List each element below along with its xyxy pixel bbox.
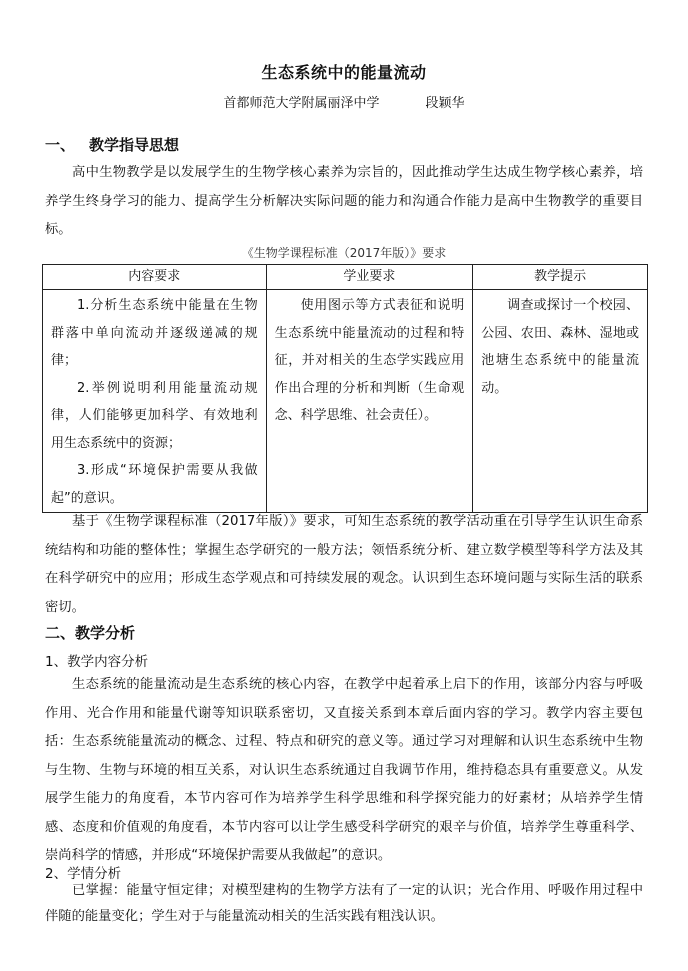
subsection2-paragraph: 已掌握：能量守恒定律；对模型建构的生物学方法有了一定的认识；光合作用、呼吸作用过程中伴随的能量变化；学生对于与能量流动相关的生活实践有粗浅认识。	[45, 883, 643, 924]
section1-title: 教学指导思想	[89, 136, 180, 154]
subsection2-heading: 2、学情分析	[45, 866, 122, 882]
author-school: 首都师范大学附属丽泽中学	[223, 96, 380, 111]
after-table-paragraph	[45, 508, 643, 622]
table-header-tip: 教学提示	[473, 265, 648, 290]
subsection1-heading: 1、教学内容分析	[45, 654, 149, 670]
table-header-row	[43, 265, 648, 290]
table-header-content: 内容要求	[43, 265, 267, 290]
document-title: 生态系统中的能量流动	[261, 63, 427, 82]
table-header-academic: 学业要求	[266, 265, 473, 290]
teaching-tip-cell	[473, 290, 648, 513]
section1-heading	[45, 134, 179, 155]
teaching-tip-text: 调查或探讨一个校园、公园、农田、森林、湿地或池塘生态系统中的能量流动。	[481, 298, 639, 396]
content-item: 1.分析生态系统中能量在生物群落中单向流动并逐级递减的规律；	[51, 298, 258, 368]
table-row	[43, 290, 648, 513]
content-item: 3.形成“环境保护需要从我做起”的意识。	[51, 463, 258, 506]
content-item: 2.举例说明利用能量流动规律，人们能够更加科学、有效地利用生态系统中的资源；	[51, 380, 258, 451]
academic-requirements-cell	[266, 290, 473, 513]
content-requirements-cell	[43, 290, 267, 513]
after-table-lead: 基于《生物学课程标准（2017年版）》要求，	[72, 514, 345, 529]
section2-heading: 二、教学分析	[45, 624, 136, 642]
academic-requirement-text: 使用图示等方式表征和说明生态系统中能量流动的过程和特征，并对相关的生态学实践应用作出合理的分析和判断（生命观念、科学思维、社会责任）。	[274, 298, 465, 423]
author-name: 段颖华	[425, 96, 465, 111]
table-caption: 《生物学课程标准（2017年版）》要求	[241, 246, 447, 260]
subsection1-paragraph: 生态系统的能量流动是生态系统的核心内容，在教学中起着承上启下的作用，该部分内容与呼吸作用、光合作用和能量代谢等知识联系密切，又直接关系到本章后面内容的学习。教学内容主要包括：生态系统能量流动的概念、过程、特点和研究的意义等。通过学习对理解和认识生态系统中生物与生物、生物与环境的相互关系，对认识生态系统通过自我调节作用，维持稳态具有重要意义。从发展学生能力的角度看，本节内容可作为培养学生科学思维和科学探究能力的好素材；从培养学生情感、态度和价值观的角度看，本节内容可以让学生感受科学研究的艰辛与价值，培养学生尊重科学、崇尚科学的情感，并形成“环境保护需要从我做起”的意识。	[45, 677, 643, 863]
after-table-rest: 可知生态系统的教学活动重在引导学生认识生命系统结构和功能的整体性；掌握生态学研究的一般方法；领悟系统分析、建立数学模型等科学方法及其在科学研究中的应用；形成生态学观点和可持续发展的观念。认识到生态环境问题与实际生活的联系密切。	[45, 514, 643, 615]
author-line	[0, 92, 688, 111]
curriculum-table	[42, 264, 648, 513]
section1-number: 一、	[45, 136, 76, 154]
section1-paragraph: 高中生物教学是以发展学生的生物学核心素养为宗旨的，因此推动学生达成生物学核心素养，培养学生终身学习的能力、提高学生分析解决实际问题的能力和沟通合作能力是高中生物教学的重要目标。	[45, 165, 643, 237]
